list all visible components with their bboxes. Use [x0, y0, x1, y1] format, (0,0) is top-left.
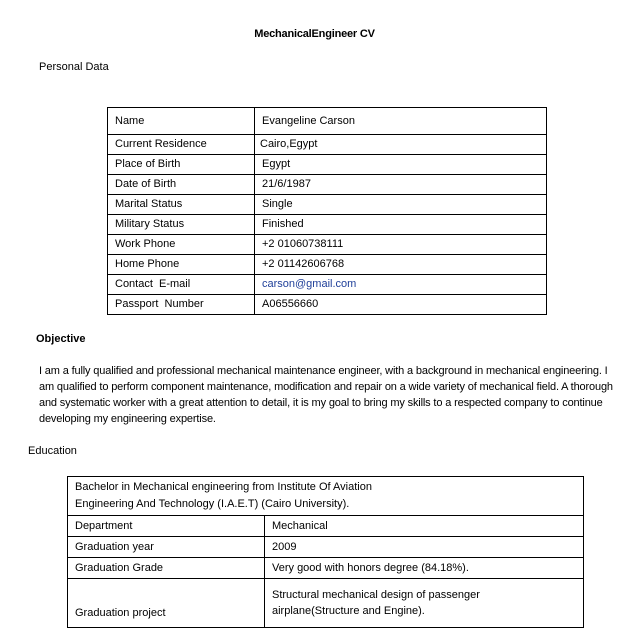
row-label-department: Department — [68, 516, 265, 537]
table-row — [108, 275, 547, 295]
objective-paragraph: I am a fully qualified and professional mechanical maintenance engineer, with a background in mechanical engineering. I am qualified to perform component maintenance, modification and repair on a wide variety of mechanical field. A thorough and systematic worker with a great attention to detail, it is my goal to bring my skills to a respected company to continue developing my engineering expertise. — [39, 365, 613, 425]
row-value-name: Evangeline Carson — [255, 108, 547, 135]
row-value-graduation-year: 2009 — [265, 537, 584, 558]
email-link[interactable]: carson@gmail.com — [255, 275, 547, 295]
row-label-military-status: Military Status — [108, 215, 255, 235]
education-table — [67, 476, 584, 628]
education-heading: Education — [28, 445, 77, 457]
objective-heading: Objective — [36, 333, 86, 345]
table-row — [108, 108, 547, 135]
row-value-place-of-birth: Egypt — [255, 155, 547, 175]
table-row — [108, 195, 547, 215]
table-row — [108, 295, 547, 315]
row-value-residence: Cairo,Egypt — [255, 135, 547, 155]
table-row — [68, 537, 584, 558]
row-value-graduation-project: Structural mechanical design of passenger airplane(Structure and Engine). — [265, 579, 584, 628]
row-value-home-phone: +2 01142606768 — [255, 255, 547, 275]
table-row — [68, 477, 584, 516]
degree-description: Bachelor in Mechanical engineering from Institute Of Aviation Engineering And Technology (I.A.E.T) (Cairo University). — [68, 477, 584, 516]
row-label-work-phone: Work Phone — [108, 235, 255, 255]
row-label-name: Name — [108, 108, 255, 135]
row-value-military-status: Finished — [255, 215, 547, 235]
table-row — [68, 579, 584, 628]
cv-title: MechanicalEngineer CV — [254, 28, 375, 40]
row-label-email: Contact E-mail — [108, 275, 255, 295]
row-label-graduation-grade: Graduation Grade — [68, 558, 265, 579]
table-row — [108, 135, 547, 155]
row-value-graduation-grade: Very good with honors degree (84.18%). — [265, 558, 584, 579]
table-row — [108, 155, 547, 175]
table-row — [108, 235, 547, 255]
row-label-home-phone: Home Phone — [108, 255, 255, 275]
row-label-graduation-project: Graduation project — [68, 579, 265, 628]
row-value-passport: A06556660 — [255, 295, 547, 315]
row-label-residence: Current Residence — [108, 135, 255, 155]
personal-data-table — [107, 107, 547, 315]
personal-data-heading: Personal Data — [39, 61, 109, 73]
row-value-marital-status: Single — [255, 195, 547, 215]
row-value-date-of-birth: 21/6/1987 — [255, 175, 547, 195]
row-label-marital-status: Marital Status — [108, 195, 255, 215]
row-value-department: Mechanical — [265, 516, 584, 537]
table-row — [68, 516, 584, 537]
table-row — [68, 558, 584, 579]
table-row — [108, 215, 547, 235]
row-label-passport: Passport Number — [108, 295, 255, 315]
table-row — [108, 255, 547, 275]
row-value-work-phone: +2 01060738111 — [255, 235, 547, 255]
row-label-graduation-year: Graduation year — [68, 537, 265, 558]
table-row — [108, 175, 547, 195]
row-label-date-of-birth: Date of Birth — [108, 175, 255, 195]
row-label-place-of-birth: Place of Birth — [108, 155, 255, 175]
